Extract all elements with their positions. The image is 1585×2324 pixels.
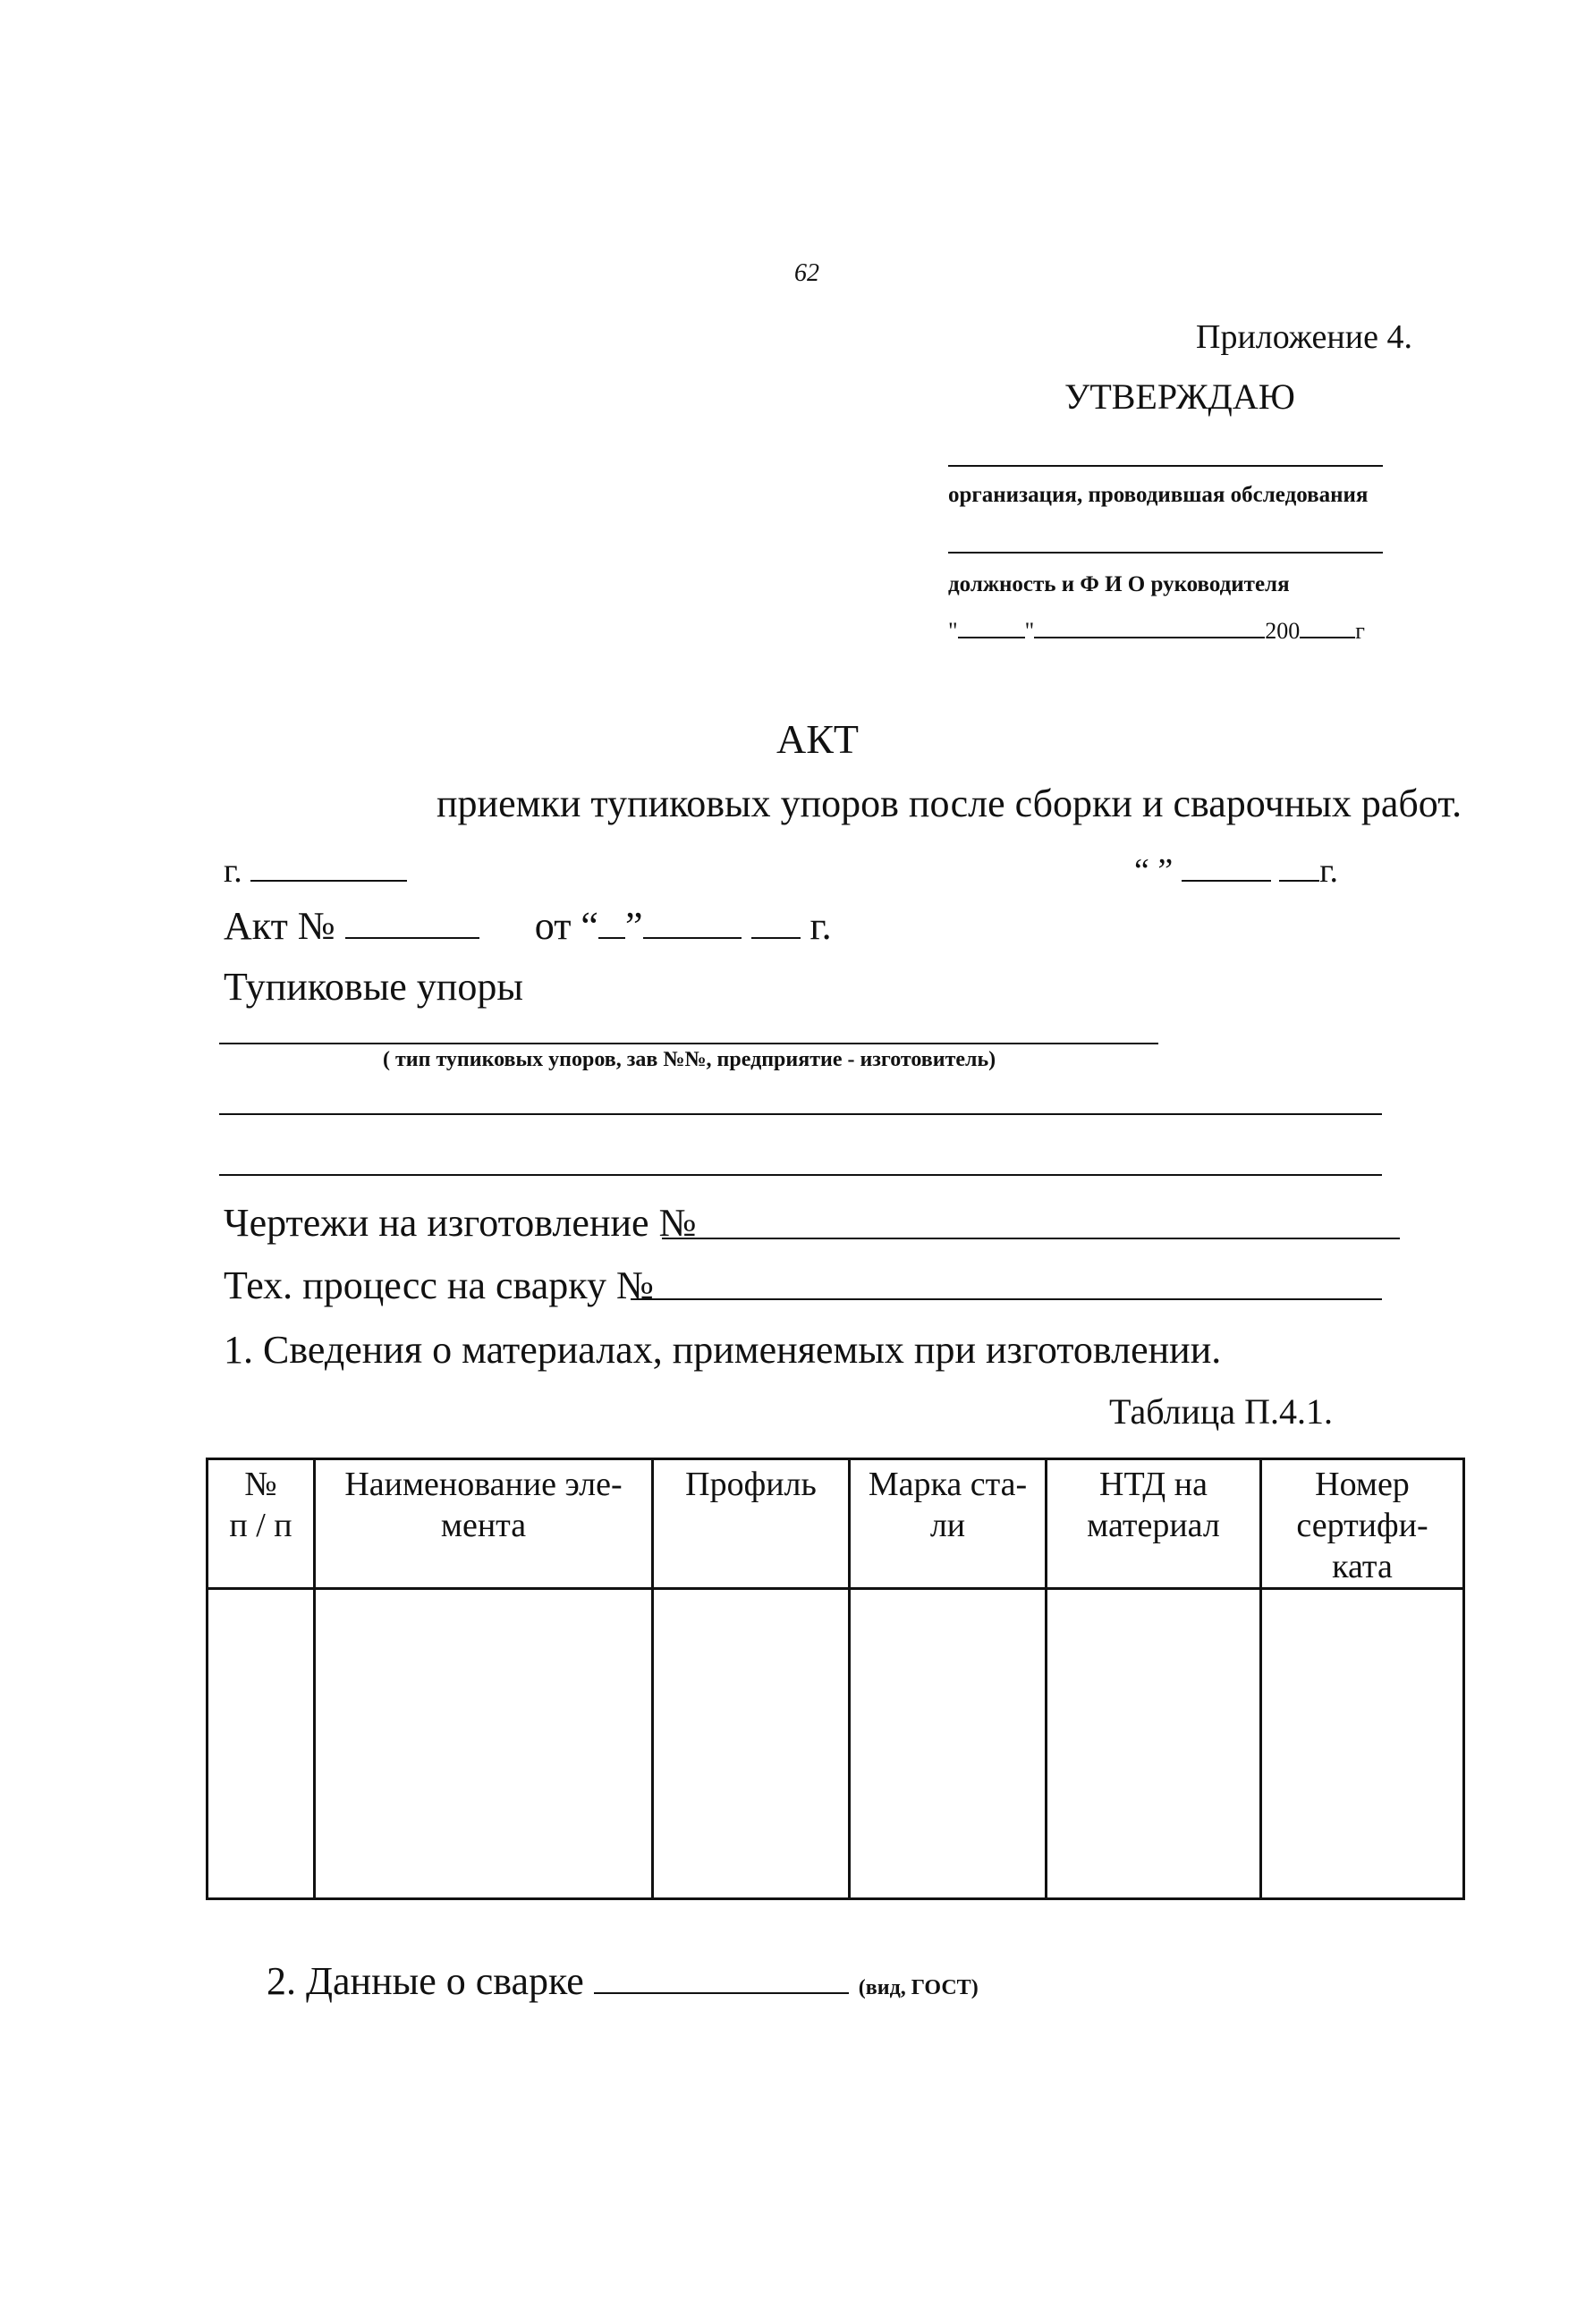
section-2-caption: (вид, ГОСТ) — [858, 1976, 979, 1999]
materials-table — [206, 1458, 1465, 1900]
header-number: № п / п — [208, 1459, 315, 1589]
approval-heading: УТВЕРЖДАЮ — [1064, 376, 1295, 417]
cell-profile[interactable] — [653, 1589, 850, 1899]
document-subtitle: приемки тупиковых упоров после сборки и сварочных работ. — [437, 782, 1462, 825]
approval-date — [948, 615, 1365, 645]
act-row — [224, 903, 832, 949]
approval-date-year: 200 — [1265, 618, 1301, 644]
date-suffix: г. — [1319, 852, 1339, 890]
date-month-field[interactable] — [1182, 849, 1271, 882]
approval-org-line — [948, 465, 1383, 467]
cell-ntd[interactable] — [1047, 1589, 1261, 1899]
stops-line-2[interactable] — [219, 1113, 1382, 1115]
appendix-label: Приложение 4. — [1196, 318, 1412, 356]
approval-org-caption: организация, проводившая обследования — [948, 483, 1369, 507]
approval-person-line — [948, 552, 1383, 554]
stops-line-3[interactable] — [219, 1174, 1382, 1176]
section-1-heading: 1. Сведения о материалах, применяемых при изготовлении. — [224, 1328, 1222, 1372]
table-header-row — [208, 1459, 1464, 1589]
header-ntd: НТД на материал — [1047, 1459, 1261, 1589]
table-caption: Таблица П.4.1. — [1109, 1391, 1333, 1432]
act-month-field[interactable] — [643, 907, 742, 939]
drawings-field[interactable] — [662, 1238, 1400, 1239]
approval-date-open-quote: " — [948, 618, 958, 644]
header-certificate: Номер сертифи- ката — [1261, 1459, 1464, 1589]
process-field[interactable] — [631, 1298, 1382, 1300]
document-title: АКТ — [776, 716, 859, 762]
process-label: Тех. процесс на сварку № — [224, 1263, 654, 1307]
drawings-label: Чертежи на изготовление № — [224, 1201, 697, 1245]
act-from-close: ” — [624, 904, 643, 948]
approval-year-field[interactable] — [1300, 615, 1355, 638]
act-label: Акт № — [224, 904, 335, 948]
header-steel-grade: Марка ста- ли — [850, 1459, 1047, 1589]
stops-line-1[interactable] — [219, 1043, 1158, 1044]
cell-element-name[interactable] — [315, 1589, 653, 1899]
header-profile: Профиль — [653, 1459, 850, 1589]
date-year-field[interactable] — [1279, 849, 1319, 882]
section-2-row — [267, 1958, 979, 2004]
city-label: г. — [224, 852, 242, 890]
approval-date-close-quote: " — [1024, 618, 1035, 644]
page-number: 62 — [794, 259, 819, 287]
city-field[interactable] — [250, 849, 407, 882]
table-row — [208, 1589, 1464, 1899]
welding-field[interactable] — [594, 1962, 849, 1994]
approval-person-caption: должность и Ф И О руководителя — [948, 572, 1290, 596]
stops-label: Тупиковые упоры — [224, 965, 523, 1009]
stops-caption: ( тип тупиковых упоров, зав №№, предприятие - изготовитель) — [383, 1048, 996, 1071]
date-row — [1134, 849, 1338, 891]
city-row — [224, 849, 407, 891]
act-day-field[interactable] — [598, 907, 625, 939]
cell-steel-grade[interactable] — [850, 1589, 1047, 1899]
approval-date-suffix: г — [1355, 618, 1365, 644]
approval-month-field[interactable] — [1034, 615, 1265, 638]
section-2-heading: 2. Данные о сварке — [267, 1959, 584, 2003]
cell-certificate[interactable] — [1261, 1589, 1464, 1899]
act-from-label: от “ — [534, 904, 598, 948]
act-number-field[interactable] — [345, 907, 479, 939]
header-element-name: Наименование эле- мента — [315, 1459, 653, 1589]
date-quotes: “ ” — [1134, 852, 1174, 890]
cell-number[interactable] — [208, 1589, 315, 1899]
act-suffix: г. — [809, 904, 832, 948]
approval-day-field[interactable] — [958, 615, 1025, 638]
act-year-field[interactable] — [751, 907, 801, 939]
